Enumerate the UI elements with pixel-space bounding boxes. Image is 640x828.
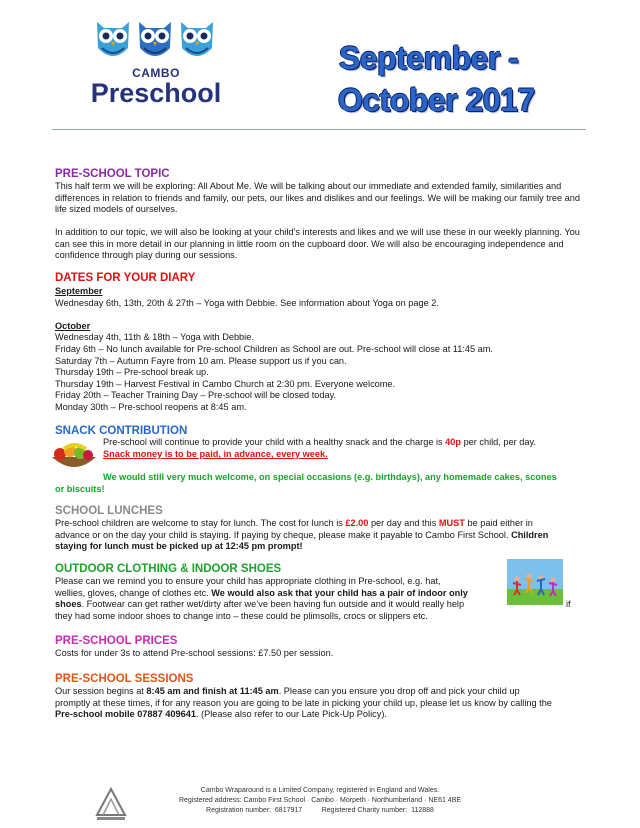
owl-logo-icon: [136, 18, 174, 64]
brand-name-small: CAMBO: [132, 66, 180, 80]
footer-line-3: Registration number: 6817917 Registered Charity number: 112888: [206, 807, 434, 814]
prices-heading: PRE-SCHOOL PRICES: [55, 635, 178, 647]
lunches-heading: SCHOOL LUNCHES: [55, 505, 163, 517]
sessions-heading: PRE-SCHOOL SESSIONS: [55, 673, 194, 685]
newsletter-title-line1: September -: [339, 40, 519, 76]
fruit-basket-icon: [50, 443, 98, 473]
diary-item: Friday 20th – Teacher Training Day – Pre-school will be closed today.: [55, 390, 337, 400]
diary-item: Friday 6th – No lunch available for Pre-school Children as School are out. Pre-school will close at 11:45 am.: [55, 344, 493, 354]
snack-heading: SNACK CONTRIBUTION: [55, 425, 188, 437]
outdoor-line-4: they had some indoor shoes to change into – these could be plimsolls, crocs or slippers etc.: [55, 611, 428, 621]
sessions-line-1: Our session begins at 8:45 am and finish at 11:45 am. Please can you ensure you drop off and pick your child up: [55, 686, 520, 696]
diary-item: Wednesday 4th, 11th & 18th – Yoga with Debbie.: [55, 332, 254, 342]
snack-price: 40p: [445, 437, 462, 447]
lunches-line-2: advance or on the day your child is staying. If paying by cheque, please make it payable to Cambo First School. Children: [55, 530, 549, 540]
children-playing-icon: [507, 559, 563, 605]
cambo-preschool-logo: [86, 18, 226, 110]
october-label: October: [55, 321, 91, 331]
brand-name-large: Preschool: [90, 78, 222, 108]
lunch-price: £2.00: [345, 518, 369, 528]
lunches-line-1: Pre-school children are welcome to stay for lunch. The cost for lunch is £2.00 per day and this MUST be paid either in: [55, 518, 533, 528]
outdoor-heading: OUTDOOR CLOTHING & INDOOR SHOES: [55, 563, 282, 575]
diary-item: Thursday 19th – Harvest Festival in Cambo Church at 2:30 pm. Everyone welcome.: [55, 379, 396, 389]
diary-item: Thursday 19th – Pre-school break up.: [55, 367, 209, 377]
diary-item: Saturday 7th – Autumn Fayre from 10 am. Please support us if you can.: [55, 356, 347, 366]
header-divider: [52, 129, 586, 130]
diary-item: Monday 30th – Pre-school reopens at 8:45 am.: [55, 402, 247, 412]
footer-line-2: Registered address: Cambo First School · Cambo · Morpeth · Northumberland · NE61 4BE: [178, 797, 462, 804]
sessions-line-2: promptly at these times, if for any reason you are going to be late in picking your child up, please let us know by calling the: [55, 698, 552, 708]
owl-logo-icon: [178, 18, 216, 64]
topic-heading: PRE-SCHOOL TOPIC: [55, 168, 170, 180]
outdoor-line-2: wellies, gloves, change of clothes etc. We would also ask that your child has a pair of indoor only: [55, 588, 468, 598]
sessions-line-3: Pre-school mobile 07887 409641. (Please also refer to our Late Pick-Up Policy).: [55, 709, 387, 719]
topic-paragraph-1: This half term we will be exploring: All About Me. We will be talking about our immediate and extended family, similarities and differences in relation to friends and family, our pets, our likes and dislikes and our feelings. We will be making our family tree and life sized models of ourselves.: [55, 181, 580, 215]
snack-payment-note: Snack money is to be paid, in advance, every week.: [103, 449, 328, 459]
owl-logo-icon: [94, 18, 132, 64]
diary-heading: DATES FOR YOUR DIARY: [55, 272, 196, 284]
learning-alliance-logo-icon: [91, 785, 131, 823]
snack-line-1: Pre-school will continue to provide your child with a healthy snack and the charge is 40p per child, per day.: [103, 437, 536, 447]
september-label: September: [55, 286, 103, 296]
diary-item: Wednesday 6th, 13th, 20th & 27th – Yoga with Debbie. See information about Yoga on page 2.: [55, 298, 439, 308]
topic-paragraph-2: In addition to our topic, we will also be looking at your child’s interests and likes and we will use these in our weekly planning. You can see this in more detail in our planning in little room on the cupboard door. We will also be encouraging independence and confidence through play during our sessions.: [55, 227, 580, 261]
lunches-line-3: staying for lunch must be picked up at 12:45 pm prompt!: [55, 541, 303, 551]
outdoor-line-3-end: if: [566, 599, 571, 609]
outdoor-line-1: Please can we remind you to ensure your child has appropriate clothing in Pre-school, e.g. hat,: [55, 576, 441, 586]
outdoor-line-3: shoes. Footwear can get rather wet/dirty after we’ve been having fun outside and it would really help: [55, 599, 465, 609]
snack-homemade-line-1: We would still very much welcome, on special occasions (e.g. birthdays), any homemade cakes, scones: [103, 472, 557, 482]
newsletter-title-line2: October 2017: [338, 82, 535, 118]
footer-line-1: Cambo Wraparound is a Limited Company, registered in England and Wales.: [200, 787, 440, 794]
snack-homemade-line-2: or biscuits!: [55, 484, 105, 494]
prices-text: Costs for under 3s to attend Pre-school sessions: £7.50 per session.: [55, 648, 334, 658]
